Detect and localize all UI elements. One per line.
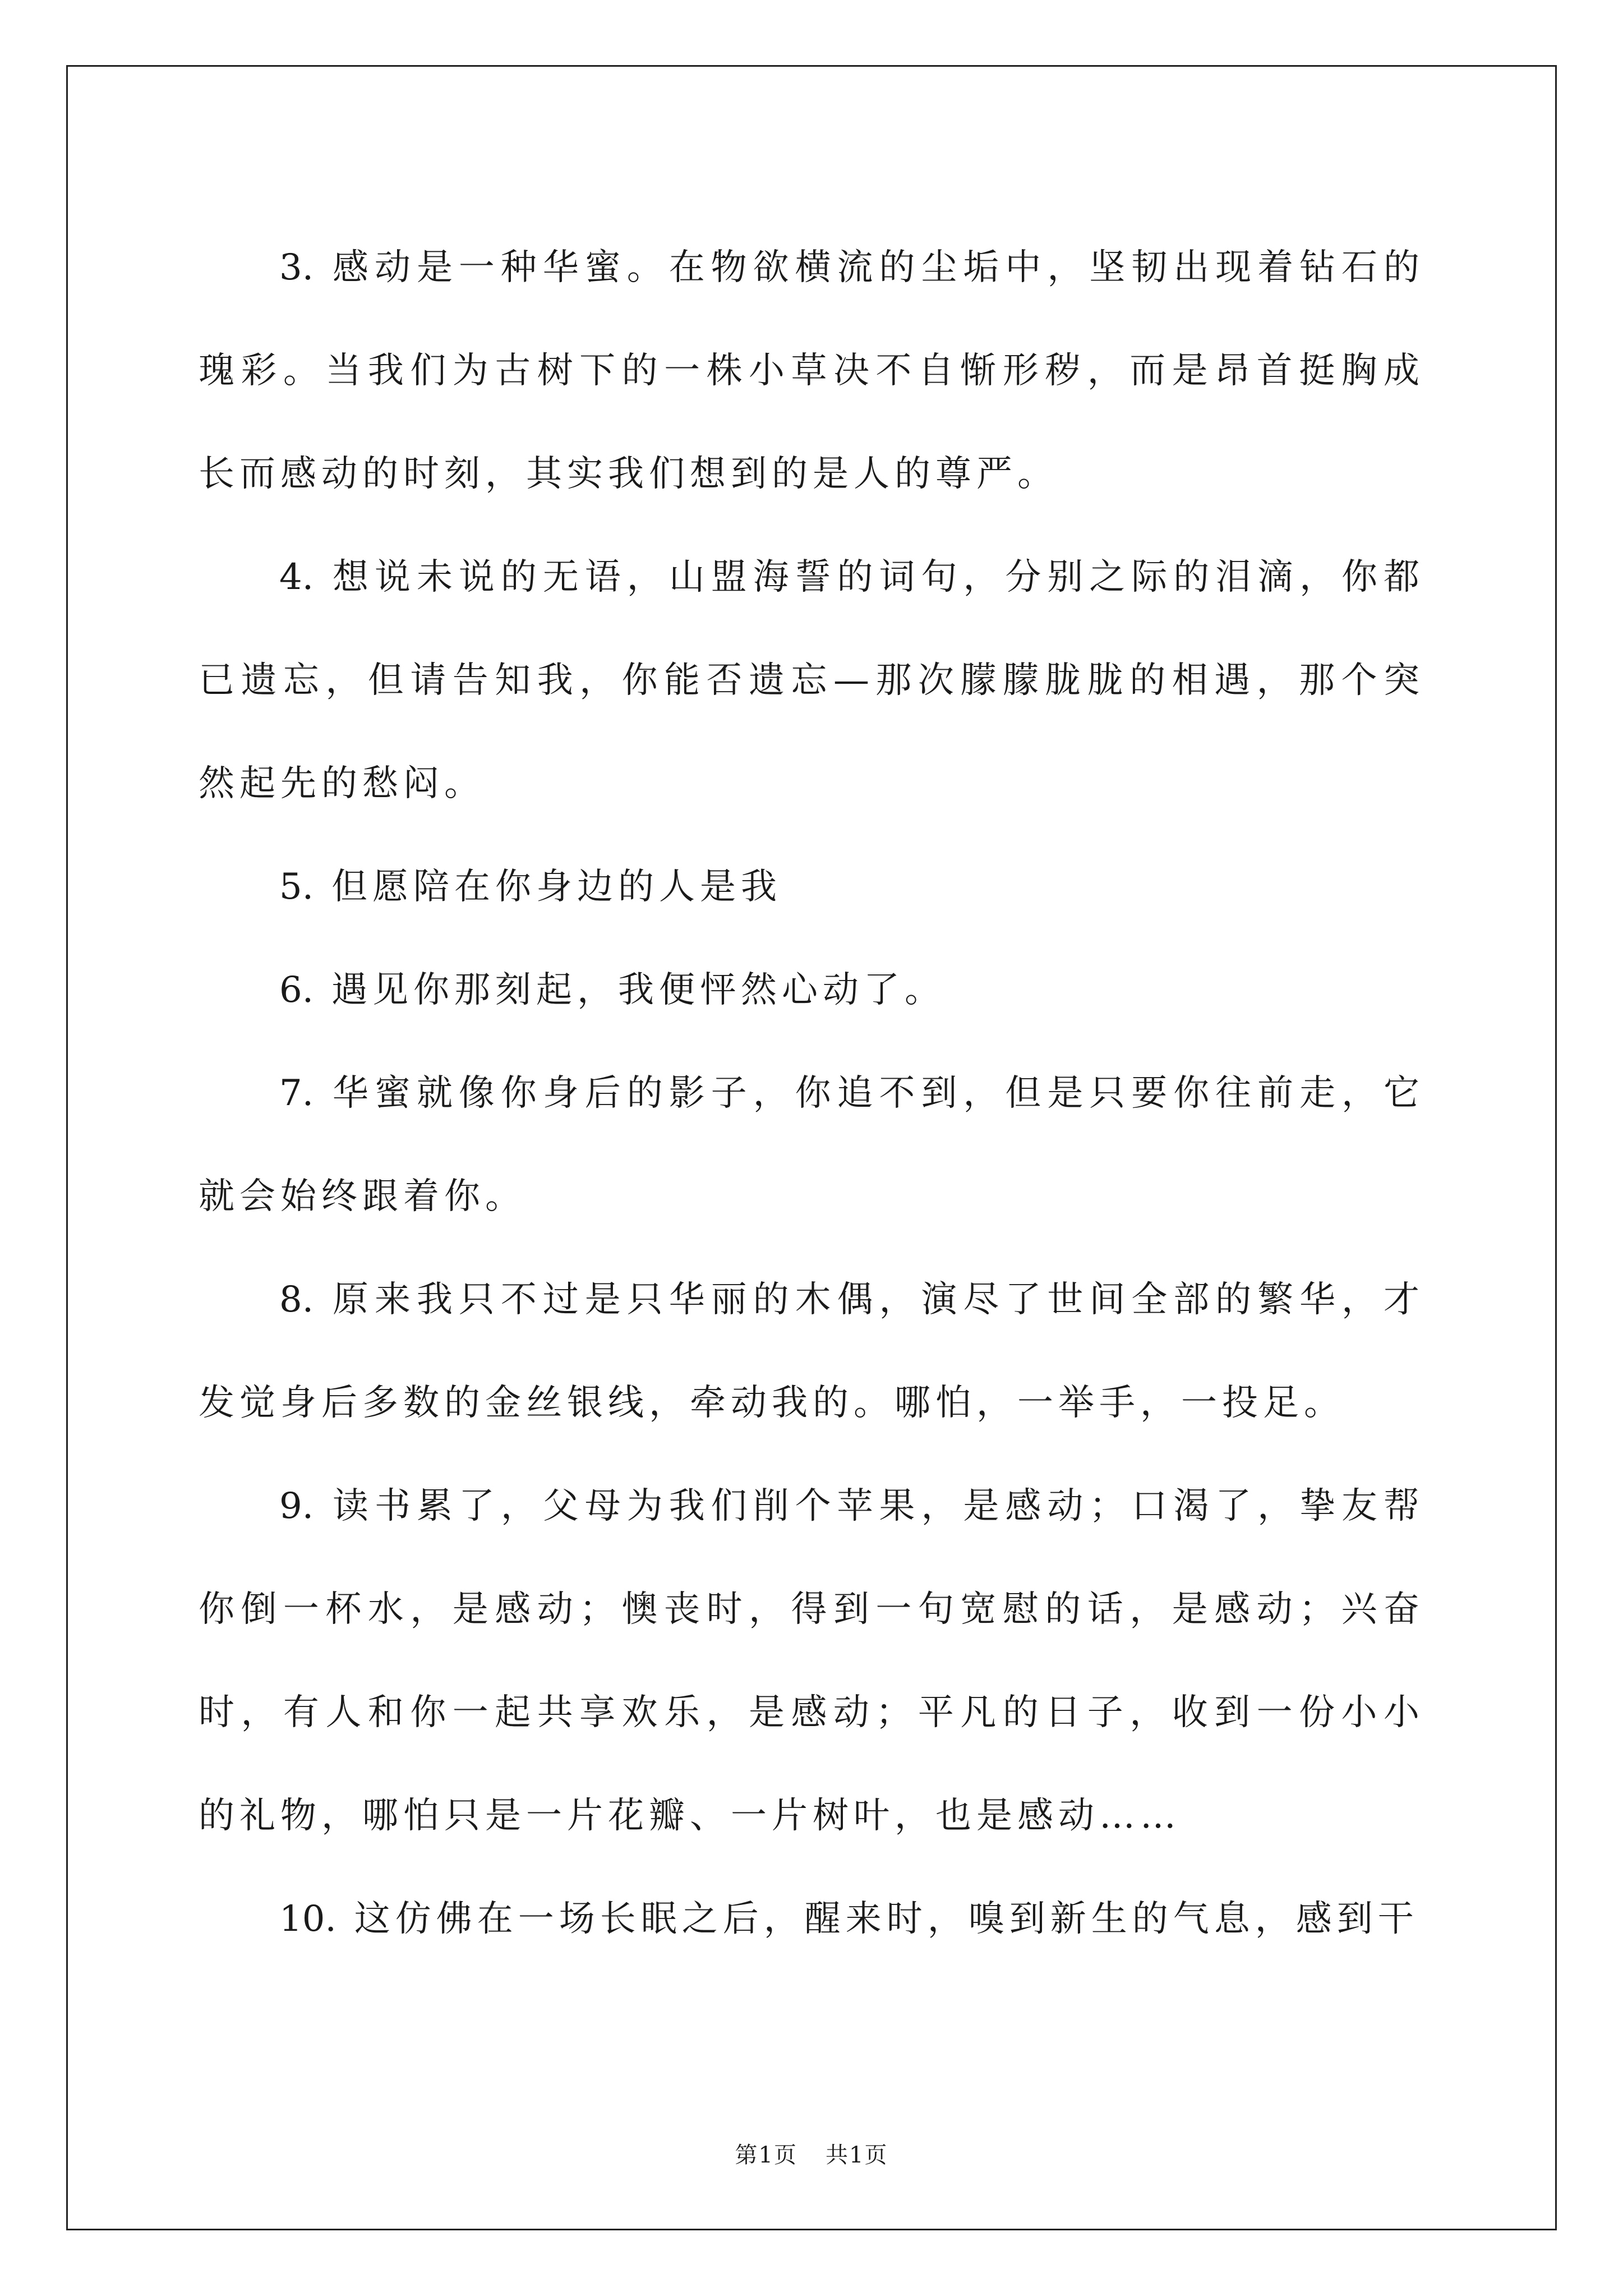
paragraph [199, 1455, 1424, 1867]
page-number: 第1页 [735, 2142, 797, 2168]
paragraph-text: 华蜜就像你身后的影子，你追不到，但是只要你往前走，它就会始终跟着你。 [199, 1073, 1424, 1217]
paragraph-number: 10. [279, 1898, 336, 1940]
paragraph-text: 读书累了，父母为我们削个苹果，是感动；口渴了，挚友帮你倒一杯水，是感动；懊丧时，得到一句宽慰的话，是感动；兴奋时，有人和你一起共享欢乐，是感动；平凡的日子，收到一份小小的礼物，哪怕只是一片花瓣、一片树叶，也是感动…… [199, 1485, 1424, 1837]
paragraph [199, 938, 1424, 1042]
paragraph [199, 1042, 1424, 1248]
paragraph-number: 7. [279, 1073, 314, 1114]
page-total: 共1页 [826, 2142, 888, 2168]
paragraph-text: 遇见你那刻起，我便怦然心动了。 [331, 969, 946, 1011]
paragraph-number: 3. [279, 247, 314, 288]
page-footer [0, 2137, 1623, 2169]
paragraph-number: 9. [279, 1485, 314, 1527]
paragraph [199, 1867, 1424, 1971]
paragraph [199, 526, 1424, 835]
paragraph-number: 5. [279, 866, 314, 908]
paragraph [199, 835, 1424, 938]
paragraph-number: 8. [279, 1279, 314, 1320]
paragraph-text: 想说未说的无语，山盟海誓的词句，分别之际的泪滴，你都已遗忘，但请告知我，你能否遗忘—那次朦朦胧胧的相遇，那个突然起先的愁闷。 [199, 556, 1424, 804]
paragraph-number: 6. [279, 969, 314, 1011]
paragraph [199, 1248, 1424, 1455]
document-body [199, 216, 1424, 1971]
paragraph-text: 原来我只不过是只华丽的木偶，演尽了世间全部的繁华，才发觉身后多数的金丝银线，牵动我的。哪怕，一举手，一投足。 [199, 1279, 1424, 1424]
paragraph-text: 但愿陪在你身边的人是我 [331, 866, 782, 908]
paragraph-text: 这仿佛在一场长眠之后，醒来时，嗅到新生的气息，感到干 [354, 1898, 1419, 1940]
paragraph-text: 感动是一种华蜜。在物欲横流的尘垢中，坚韧出现着钻石的瑰彩。当我们为古树下的一株小草决不自惭形秽，而是昂首挺胸成长而感动的时刻，其实我们想到的是人的尊严。 [199, 247, 1424, 495]
paragraph [199, 216, 1424, 526]
paragraph-number: 4. [279, 556, 314, 598]
